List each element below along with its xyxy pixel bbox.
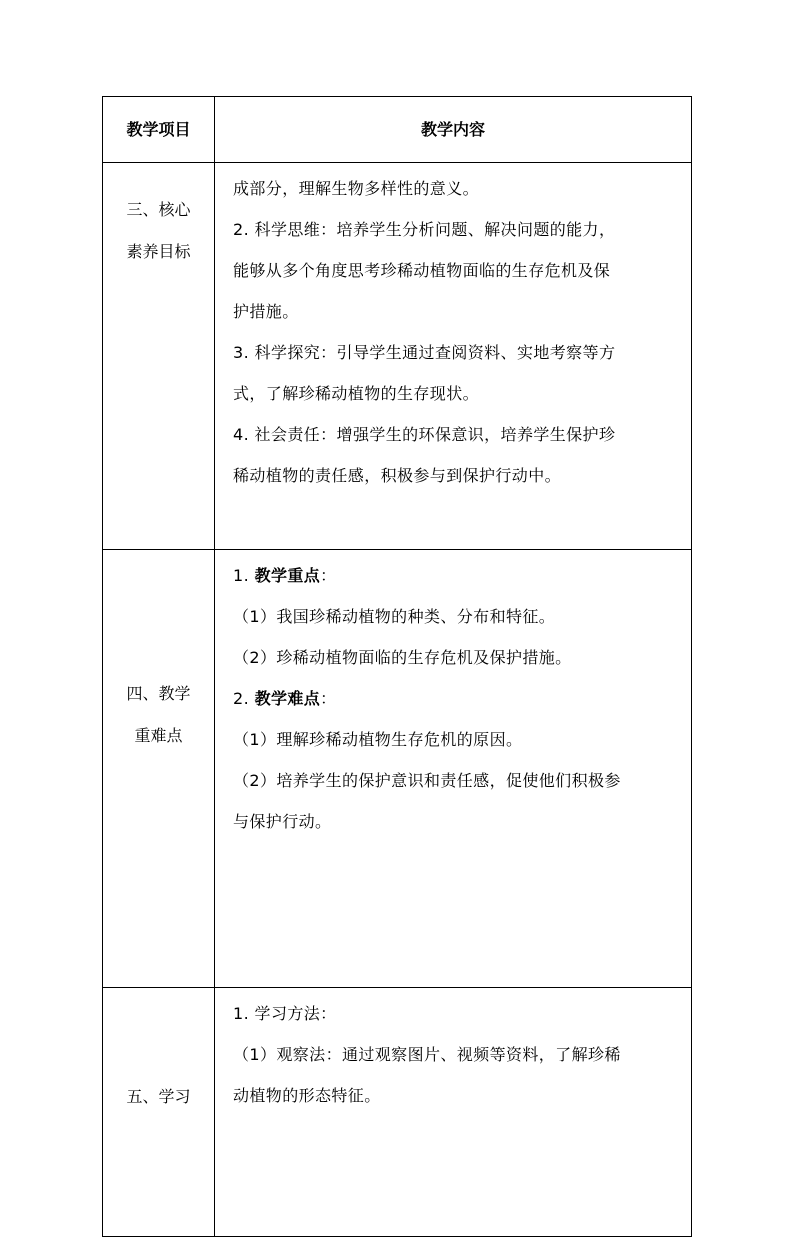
content-paragraph: （1）我国珍稀动植物的种类、分布和特征。 bbox=[233, 607, 556, 626]
content-line: （2）培养学生的保护意识和责任感，促使他们积极参 bbox=[233, 771, 621, 790]
content-line: （1）观察法：通过观察图片、视频等资料，了解珍稀 bbox=[233, 1045, 621, 1064]
content-line: 护措施。 bbox=[233, 302, 299, 321]
row-label-line: 素养目标 bbox=[126, 242, 191, 261]
key-point-number: 1. bbox=[233, 566, 255, 585]
difficult-point-heading: 教学难点 bbox=[254, 689, 321, 708]
content-line: 稀动植物的责任感，积极参与到保护行动中。 bbox=[233, 466, 562, 485]
content-paragraph bbox=[233, 1045, 674, 1106]
row-content-cell bbox=[215, 550, 692, 988]
content-paragraph bbox=[233, 220, 674, 322]
content-paragraph: （2）珍稀动植物面临的生存危机及保护措施。 bbox=[233, 648, 572, 667]
content-paragraph bbox=[233, 343, 674, 404]
row-label-cell bbox=[103, 163, 215, 550]
row-content-cell bbox=[215, 988, 692, 1237]
table-header-row bbox=[103, 97, 692, 163]
row-label-cell bbox=[103, 550, 215, 988]
content-paragraph bbox=[233, 689, 674, 709]
row-label-line: 三、核心 bbox=[126, 200, 191, 219]
row-label-line: 四、教学 bbox=[126, 684, 191, 703]
content-line: 与保护行动。 bbox=[233, 812, 332, 831]
header-item-cell: 教学项目 bbox=[103, 97, 215, 163]
difficult-point-colon: ： bbox=[320, 689, 337, 708]
content-line: 3. 科学探究：引导学生通过查阅资料、实地考察等方 bbox=[233, 343, 616, 362]
lesson-plan-table bbox=[102, 96, 692, 1237]
header-content-cell: 教学内容 bbox=[215, 97, 692, 163]
difficult-point-number: 2. bbox=[233, 689, 255, 708]
content-line: 动植物的形态特征。 bbox=[233, 1086, 381, 1105]
content-paragraph: （1）理解珍稀动植物生存危机的原因。 bbox=[233, 730, 523, 749]
table-row bbox=[103, 550, 692, 988]
key-point-heading: 教学重点 bbox=[254, 566, 321, 585]
content-paragraph bbox=[233, 566, 674, 586]
row-label-cell bbox=[103, 988, 215, 1237]
content-paragraph bbox=[233, 771, 674, 832]
content-paragraph: 成部分，理解生物多样性的意义。 bbox=[233, 179, 480, 198]
key-point-colon: ： bbox=[320, 566, 337, 585]
row-label-line: 重难点 bbox=[134, 726, 183, 745]
content-paragraph: 1. 学习方法： bbox=[233, 1004, 337, 1023]
content-line: 能够从多个角度思考珍稀动植物面临的生存危机及保 bbox=[233, 261, 611, 280]
table-row bbox=[103, 988, 692, 1237]
table-row bbox=[103, 163, 692, 550]
content-paragraph bbox=[233, 425, 674, 486]
row-content-cell bbox=[215, 163, 692, 550]
row-label-line: 五、学习 bbox=[126, 1087, 191, 1106]
content-line: 式，了解珍稀动植物的生存现状。 bbox=[233, 384, 480, 403]
content-line: 4. 社会责任：增强学生的环保意识，培养学生保护珍 bbox=[233, 425, 616, 444]
content-line: 2. 科学思维：培养学生分析问题、解决问题的能力， bbox=[233, 220, 616, 239]
